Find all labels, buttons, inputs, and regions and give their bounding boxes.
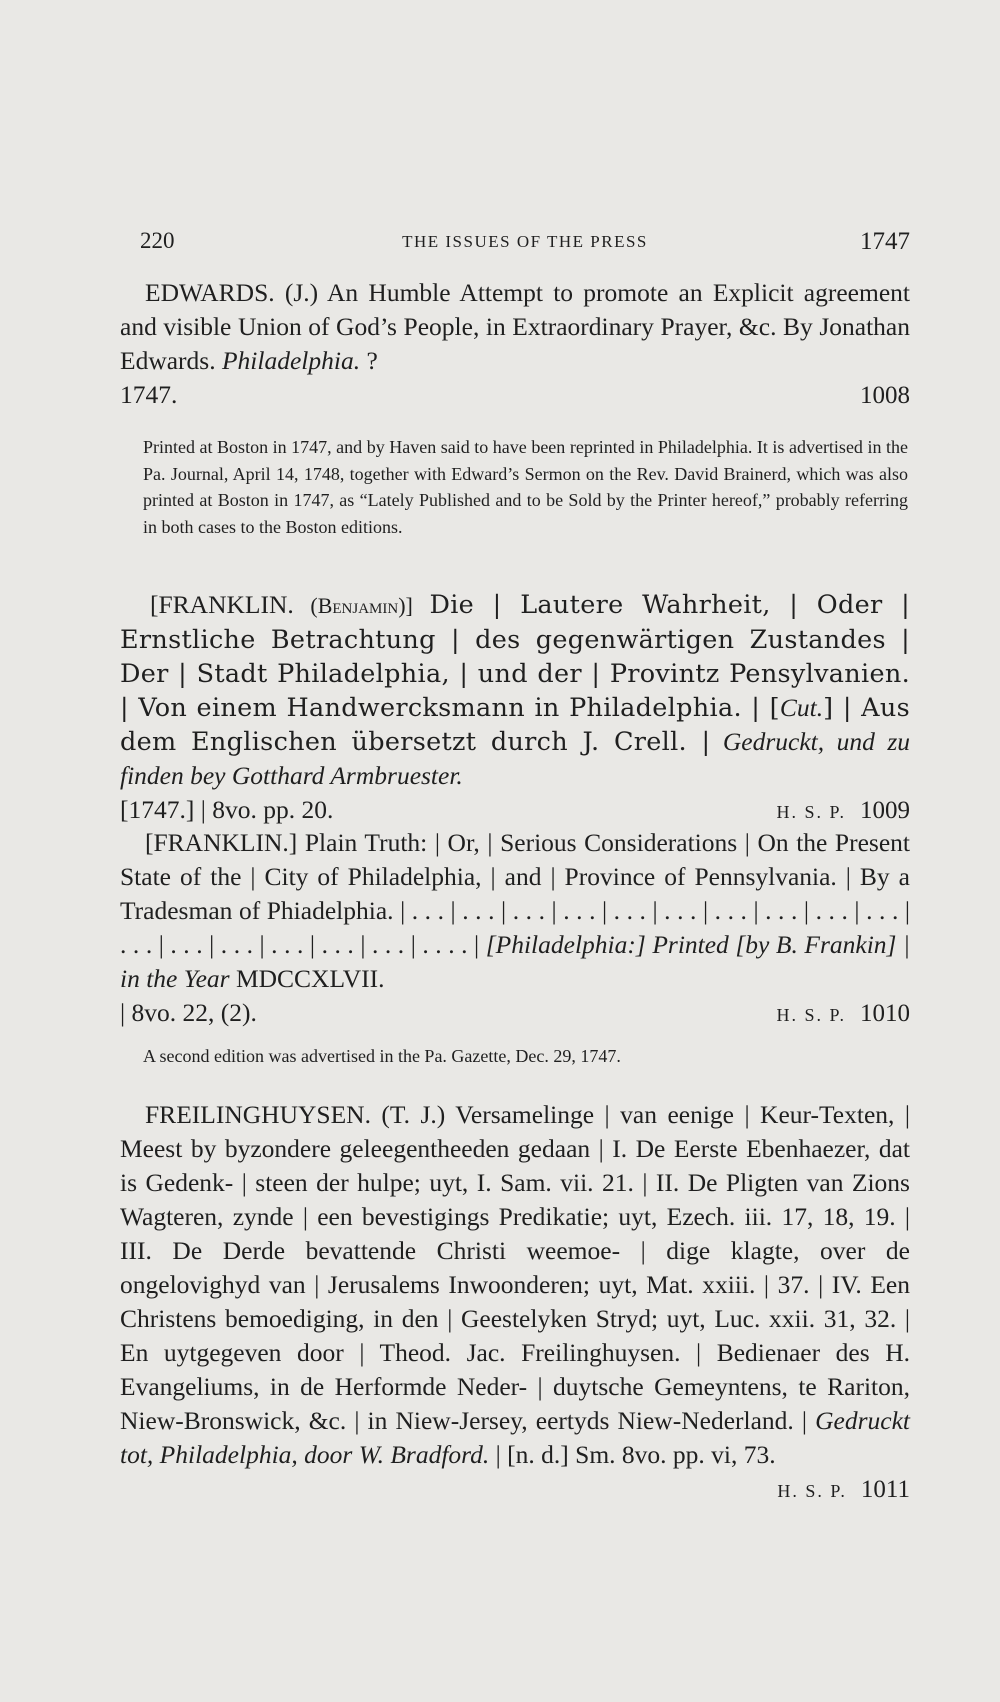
entry-collation: | 8vo. 22, (2). [120,998,257,1027]
library-location: H. S. P. [776,1005,846,1025]
library-location: H. S. P. [777,1481,847,1501]
entry-author: [FRANKLIN.] [145,828,298,857]
entry-number: 1010 [860,1000,910,1027]
entry-number: 1009 [860,797,910,824]
entry-author: FREILINGHUYSEN. (T. J.) [145,1100,446,1129]
library-location: H. S. P. [776,802,846,822]
entry-author: EDWARDS. (J.) [145,278,319,307]
entry-author-given: (Benjamin)] [310,593,413,618]
entry-collation: | [n. d.] Sm. 8vo. pp. vi, 73. [495,1440,776,1469]
cut-note: Cut. [779,693,824,722]
imprint-year: MDCCXLVII. [235,964,385,993]
entry-1009 [120,588,910,829]
entry-imprint: Philadelphia. [221,346,361,375]
page-number: 220 [140,228,175,253]
entry-title: An Humble Attempt to promote an Explicit agreement and visible Union of God’s People, in Extraordinary Prayer, &c. By Jonathan Edwards. [120,278,910,375]
entry-text [120,826,910,996]
entry-meta [120,793,910,829]
entry-1011 [120,1098,910,1508]
header-year: 1747 [860,228,910,255]
entry-1008 [120,276,910,413]
entry-1010 [120,826,910,1032]
entry-1010-note: A second edition was advertised in the Pa. Gazette, Dec. 29, 1747. [143,1046,621,1066]
entry-text [120,588,910,793]
imprint-mark: ? [366,346,378,375]
entry-collation: [1747.] | 8vo. pp. 20. [120,795,334,824]
entry-text [120,1098,910,1472]
entry-date: 1747. [120,380,178,409]
entry-title: Versamelinge | van eenige | Keur-Texten, | Meest by byzondere geleegentheeden gedaan | I. De Eerste Ebenhaezer, dat is Gedenk- | steen der hulpe; uyt, I. Sam. vii. 21. | II. De Pligten van Zions Wagteren, zynde | een bevestigings Predikatie; uyt, Ezech. iii. 17, 18, 19. | III. De Derde bevattende Christi weemoe- | dige klagte, over de ongelovighyd van | Jerusalems Inwoonderen; uyt, Mat. xxiii. | 37. | IV. Een Christens bemoediging, in den | Geestelyken Stryd; uyt, Luc. xxii. 31, 32. | En uytgegeven door | Theod. Jac. Freilinghuysen. | Bedienaer des H. Evangeliums, in de Herformde Neder- | duytsche Gemeyntens, te Rariton, Niew-Bronswick, &c. | in Niew-Jersey, eertyds Niew-Nederland. | [120,1100,910,1435]
entry-meta [120,996,910,1032]
running-header [140,228,910,258]
entry-title: Die | Lautere Wahrheit, | Oder | Ernstliche Betrachtung | des gegenwärtigen Zustandes | Der | Stadt Philadelphia, | und der | Provintz Pensylvanien. | Von einem Handwercksmann in Philadelphia. | [ [120,590,910,723]
entry-meta [120,378,910,413]
entry-title: Plain Truth: | Or, | Serious Considerations | On the Present State of the | City of Philadelphia, | and | Province of Pennsylvania. | By a Tradesman of Phiadelphia. | . . . | . . . | . . . | . . . | . . . | . . . | . . . | . . . | . . . | . . . | . . . | . . . | . . . | . . . | . . . | . . . | . . . . | [120,828,911,959]
entry-meta [120,1472,910,1508]
entry-number: 1011 [860,1476,910,1503]
entry-1008-note: Printed at Boston in 1747, and by Haven said to have been reprinted in Philadelphia. It is advertised in the Pa. Journal, April 14, 1748, together with Edward’s Sermon on the Rev. David Brainerd, which was also printed at Boston in 1747, as “Lately Published and to be Sold by the Printer hereof,” probably referring in both cases to the Boston editions. [143,437,908,537]
entry-title-cont: ] | Aus dem Englischen übersetzt durch J. Crell. | [120,693,910,757]
entry-author: [FRANKLIN. [150,590,294,619]
entry-number: 1008 [860,382,910,409]
entry-imprint: [Philadelphia:] Printed [by B. Frankin] | in the Year [120,930,910,993]
entry-text [120,276,910,378]
entry-imprint: Gedruckt tot, Philadelphia, door W. Bradford. [120,1406,910,1469]
running-title: THE ISSUES OF THE PRESS [402,232,648,251]
entry-imprint: Gedruckt, und zu finden bey Gotthard Armbruester. [120,727,910,790]
